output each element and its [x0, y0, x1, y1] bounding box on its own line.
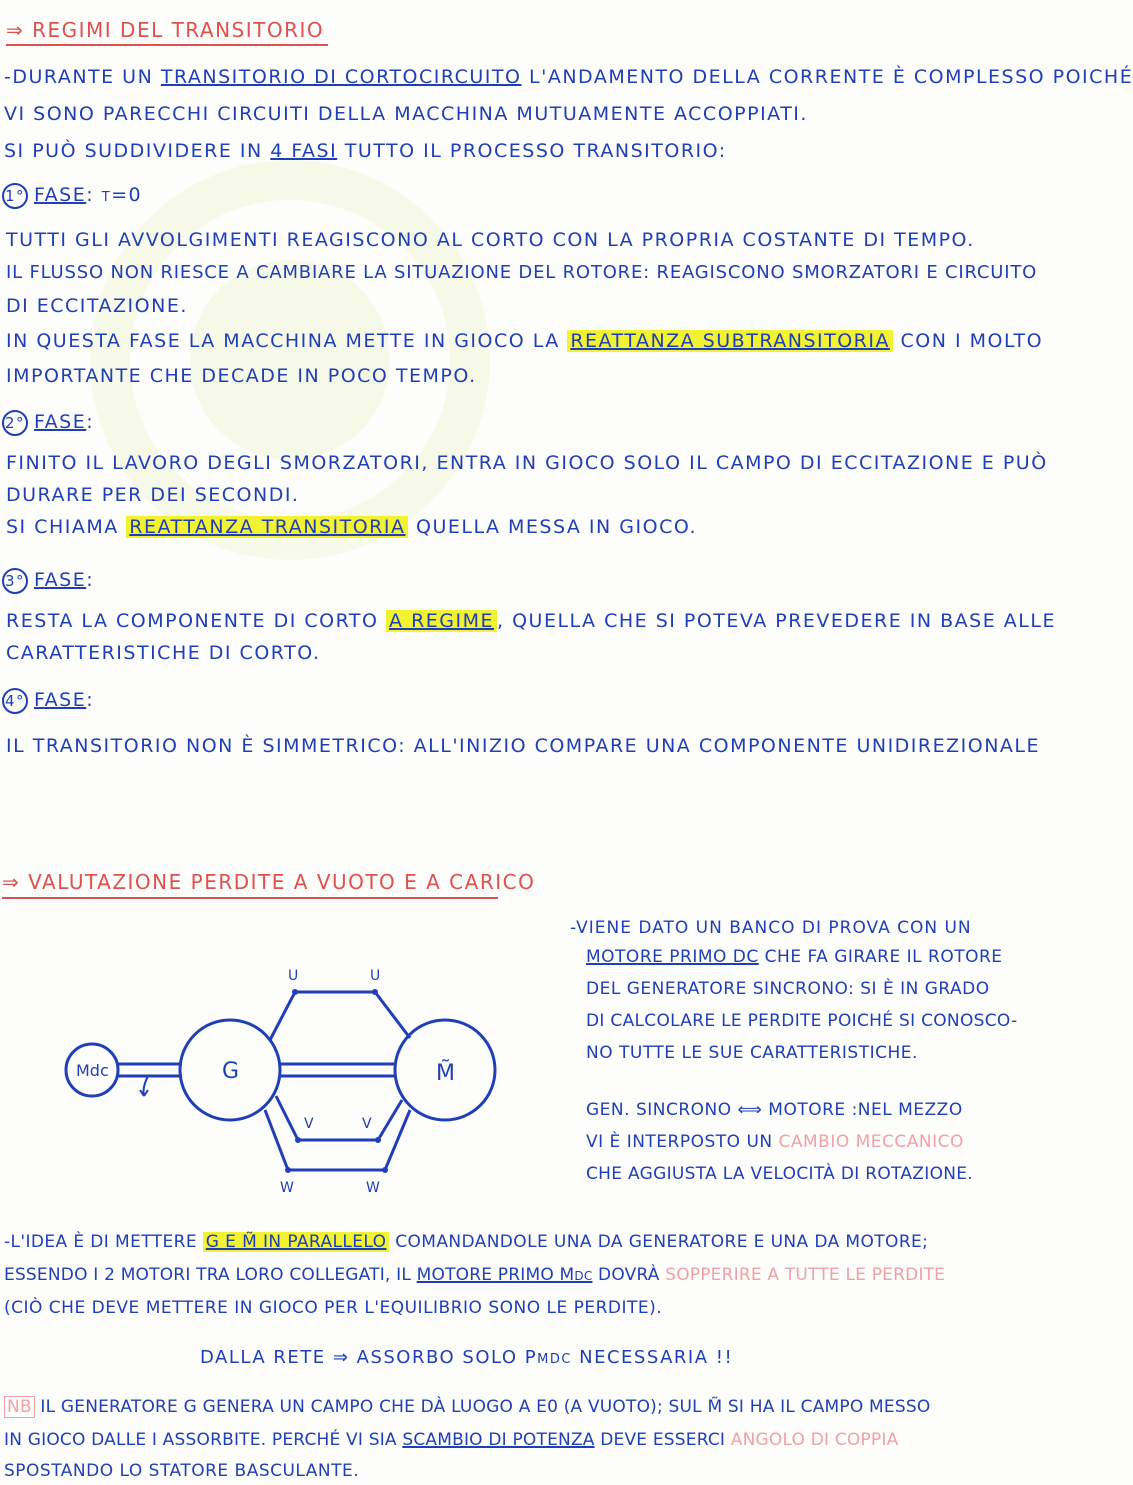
bench-line-2 [586, 947, 1003, 967]
prime-motor-mdc: MOTORE PRIMO Mdc [416, 1265, 593, 1285]
bench-line-7 [586, 1132, 964, 1152]
text: DEVE ESSERCI [594, 1430, 731, 1450]
phase-number-badge: 2° [2, 410, 28, 436]
phase-v-right: V [362, 1116, 372, 1132]
text: CHE FA GIRARE IL ROTORE [758, 947, 1003, 967]
text: , QUELLA CHE SI POTEVA PREVEDERE IN BASE ALLE [497, 610, 1056, 632]
phase-u-right: U [370, 968, 381, 984]
phase-number-badge: 3° [2, 568, 28, 594]
motor-dc-label: Mdc [76, 1061, 109, 1080]
idea-line-1 [4, 1232, 928, 1252]
text: CON I MOLTO [893, 330, 1044, 352]
phase-1-heading [2, 183, 142, 209]
phase-1-line-5: IMPORTANTE CHE DECADE IN POCO TEMPO. [6, 365, 477, 387]
phase-3-heading [2, 568, 94, 594]
nb-line-1 [4, 1397, 930, 1417]
phase-label: FASE [34, 184, 87, 206]
bench-line-5: NO TUTTE LE SUE CARATTERISTICHE. [586, 1043, 918, 1063]
text: QUELLA MESSA IN GIOCO. [408, 516, 698, 538]
bench-line-1: -VIENE DATO UN BANCO DI PROVA CON UN [570, 918, 972, 938]
idea-line-2 [4, 1265, 945, 1285]
bench-line-8: CHE AGGIUSTA LA VELOCITÀ DI ROTAZIONE. [586, 1164, 974, 1184]
phase-label: FASE [34, 411, 87, 433]
phase-colon: : [86, 569, 95, 591]
phase-3-line-2: CARATTERISTICHE DI CORTO. [6, 642, 321, 664]
intro-text-end: TUTTO IL PROCESSO TRANSITORIO: [337, 140, 727, 162]
title-underline [6, 44, 328, 46]
phase-u-left: U [288, 968, 299, 984]
test-bench-diagram [50, 960, 510, 1200]
phase-label: FASE [34, 689, 87, 711]
phase-colon: : [86, 411, 95, 433]
watermark-logo [11, 81, 569, 639]
phase-2-line-1: FINITO IL LAVORO DEGLI SMORZATORI, ENTRA IN GIOCO SOLO IL CAMPO DI ECCITAZIONE E PUÒ [6, 452, 1048, 474]
phase-1-line-3: DI ECCITAZIONE. [6, 295, 188, 317]
intro-text: -DURANTE UN [4, 66, 161, 88]
text: VI È INTERPOSTO UN [586, 1132, 779, 1152]
phase-number-badge: 1° [2, 183, 28, 209]
nb-line-3: SPOSTANDO LO STATORE BASCULANTE. [4, 1461, 360, 1481]
text: IN QUESTA FASE LA MACCHINA METTE IN GIOCO LA [6, 330, 568, 352]
intro-keyword: TRANSITORIO DI CORTOCIRCUITO [160, 66, 522, 88]
intro-line-3 [4, 140, 727, 162]
title-underline [2, 897, 498, 899]
phase-4-heading [2, 688, 94, 714]
phase-3-line-1 [6, 610, 1056, 632]
prime-motor-dc: MOTORE PRIMO DC [586, 947, 759, 967]
phase-2-line-3 [6, 516, 697, 538]
intro-line-2: VI SONO PARECCHI CIRCUITI DELLA MACCHINA MUTUAMENTE ACCOPPIATI. [4, 103, 808, 125]
phases-count: 4 FASI [270, 140, 338, 162]
supply-losses: SOPPERIRE A TUTTE LE PERDITE [665, 1265, 946, 1285]
intro-line-1 [4, 66, 1133, 88]
bench-line-6: GEN. SINCRONO ⟺ MOTORE :NEL MEZZO [586, 1100, 963, 1120]
text: ESSENDO I 2 MOTORI TRA LORO COLLEGATI, IL [4, 1265, 417, 1285]
text: IN GIOCO DALLE I ASSORBITE. PERCHÉ VI SIA [4, 1430, 403, 1450]
idea-line-3: (CIÒ CHE DEVE METTERE IN GIOCO PER L'EQUILIBRIO SONO LE PERDITE). [4, 1298, 663, 1318]
transient-reactance: REATTANZA TRANSITORIA [126, 516, 408, 538]
phase-2-line-2: DURARE PER DEI SECONDI. [6, 484, 300, 506]
phase-1-line-2: IL FLUSSO NON RIESCE A CAMBIARE LA SITUAZIONE DEL ROTORE: REAGISCONO SMORZATORI E CIRCUITO [6, 262, 1038, 283]
parallel-keyword: G E M̃ IN PARALLELO [203, 1232, 390, 1252]
power-exchange: SCAMBIO DI POTENZA [402, 1430, 595, 1450]
section-title-losses: ⇒ VALUTAZIONE PERDITE A VUOTO E A CARICO [2, 870, 536, 894]
text: SI CHIAMA [6, 516, 127, 538]
phase-w-right: W [366, 1180, 380, 1196]
torque-angle: ANGOLO DI COPPIA [730, 1430, 899, 1450]
text: COMANDANDOLE UNA DA GENERATORE E UNA DA MOTORE; [389, 1232, 929, 1252]
text: IL GENERATORE G GENERA UN CAMPO CHE DÀ LUOGO A E0 (A VUOTO); SUL M̃ SI HA IL CAMPO MESSO [34, 1397, 931, 1417]
motor-label: M̃ [436, 1061, 455, 1086]
phase-number-badge: 4° [2, 688, 28, 714]
bench-line-3: DEL GENERATORE SINCRONO: SI È IN GRADO [586, 979, 990, 999]
nb-badge: NB [4, 1396, 35, 1418]
subtransient-reactance: REATTANZA SUBTRANSITORIA [567, 330, 893, 352]
text: DOVRÀ [592, 1265, 666, 1285]
phase-v-left: V [304, 1116, 314, 1132]
intro-text-end: L'ANDAMENTO DELLA CORRENTE È COMPLESSO POICHÉ [521, 66, 1133, 88]
intro-text: SI PUÒ SUDDIVIDERE IN [4, 140, 271, 162]
steady-state-keyword: A REGIME [386, 610, 497, 632]
grid-absorption-line: DALLA RETE ⇒ ASSORBO SOLO Pmdc NECESSARIA !! [200, 1347, 734, 1368]
phase-2-heading [2, 410, 94, 436]
nb-line-2 [4, 1430, 898, 1450]
text: -L'IDEA È DI METTERE [4, 1232, 203, 1252]
phase-colon: : [86, 689, 95, 711]
phase-1-line-1: TUTTI GLI AVVOLGIMENTI REAGISCONO AL CORTO CON LA PROPRIA COSTANTE DI TEMPO. [6, 229, 975, 251]
generator-label: G [222, 1059, 240, 1084]
text: RESTA LA COMPONENTE DI CORTO [6, 610, 387, 632]
phase-label: FASE [34, 569, 87, 591]
phase-w-left: W [280, 1180, 294, 1196]
phase-time: : t=0 [86, 184, 143, 206]
phase-4-line-1: IL TRANSITORIO NON È SIMMETRICO: ALL'INIZIO COMPARE UNA COMPONENTE UNIDIREZIONALE [6, 735, 1040, 757]
bench-line-4: DI CALCOLARE LE PERDITE POICHÉ SI CONOSCO- [586, 1011, 1018, 1031]
phase-1-line-4 [6, 330, 1043, 352]
mechanical-gearbox: CAMBIO MECCANICO [778, 1132, 964, 1152]
section-title-transient: ⇒ REGIMI DEL TRANSITORIO [6, 18, 325, 42]
